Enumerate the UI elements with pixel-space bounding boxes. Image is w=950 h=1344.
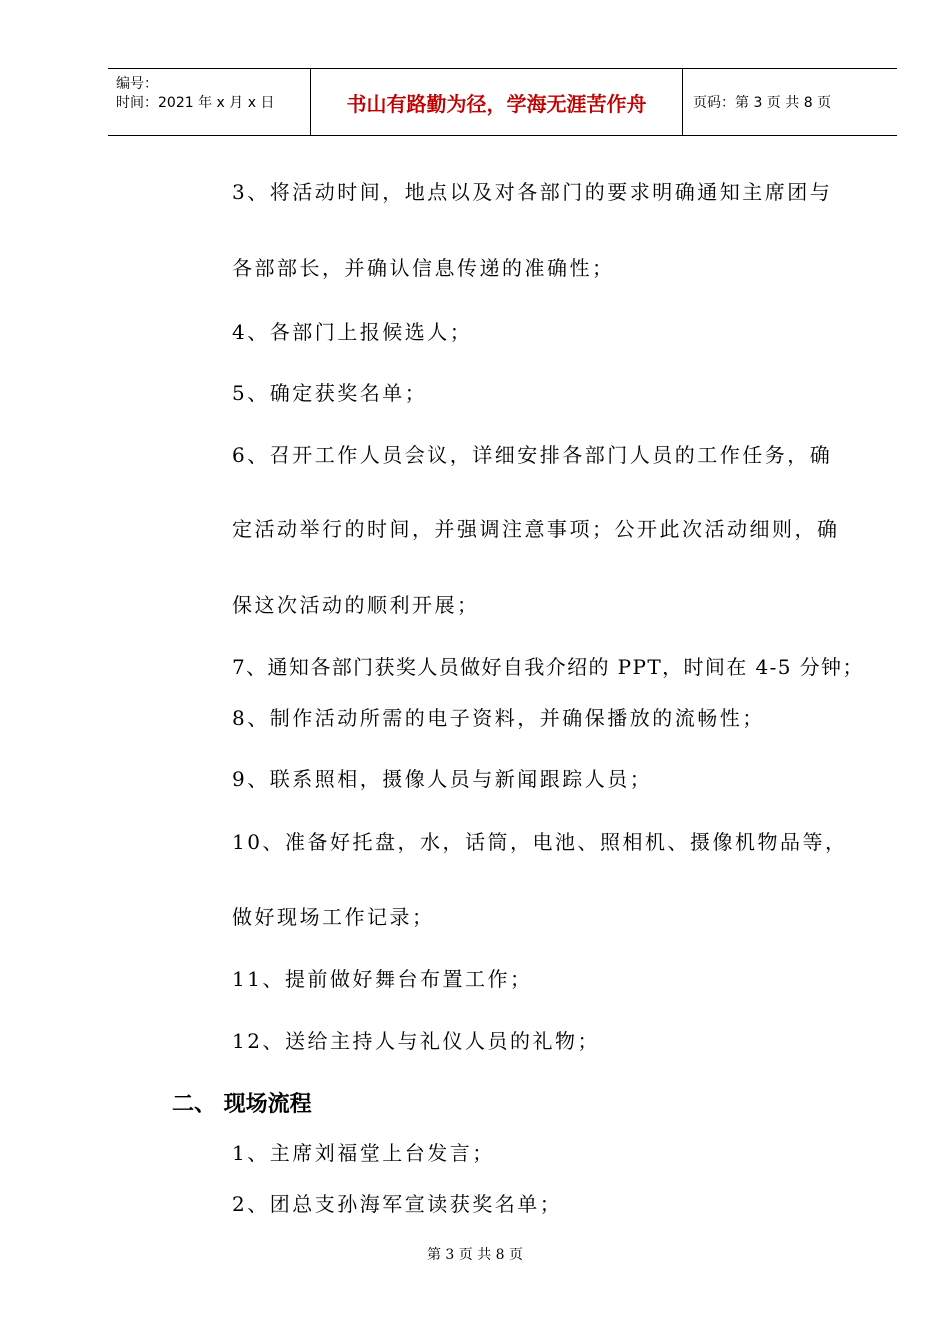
body-line: 9、联系照相，摄像人员与新闻跟踪人员； [232,767,653,791]
body-line: 各部部长，并确认信息传递的准确性； [232,256,615,280]
document-date-label: 时间：2021 年 x 月 x 日 [116,95,275,111]
header-meta-cell [108,69,311,135]
section-item: 2、团总支孙海军宣读获奖名单； [232,1192,563,1216]
body-line: 12、送给主持人与礼仪人员的礼物； [232,1029,600,1053]
body-line: 10、准备好托盘，水，话筒，电池、照相机、摄像机物品等， [232,830,848,854]
body-line: 11、提前做好舞台布置工作； [232,967,533,991]
body-line: 6、召开工作人员会议，详细安排各部门人员的工作任务，确 [232,443,833,467]
body-line: 8、制作活动所需的电子资料，并确保播放的流畅性； [232,706,765,730]
header-page-number: 页码：第 3 页 共 8 页 [693,95,832,111]
section-item: 1、主席刘福堂上台发言； [232,1141,495,1165]
header-page-cell [683,69,897,135]
body-line: 定活动举行的时间，并强调注意事项；公开此次活动细则，确 [232,517,840,541]
body-line: 7、通知各部门获奖人员做好自我介绍的 PPT，时间在 4-5 分钟； [232,655,864,679]
body-line: 保这次活动的顺利开展； [232,593,480,617]
body-line: 5、确定获奖名单； [232,381,428,405]
page-header [108,68,897,136]
body-line: 4、各部门上报候选人； [232,320,473,344]
section-heading: 二、 现场流程 [172,1091,312,1117]
page-footer: 第 3 页 共 8 页 [426,1247,524,1263]
document-number-label: 编号： [116,76,158,92]
body-line: 做好现场工作记录； [232,905,435,929]
body-line: 3、将活动时间，地点以及对各部门的要求明确通知主席团与 [232,180,833,204]
header-motto-cell [311,69,683,135]
header-motto: 书山有路勤为径，学海无涯苦作舟 [346,92,647,116]
